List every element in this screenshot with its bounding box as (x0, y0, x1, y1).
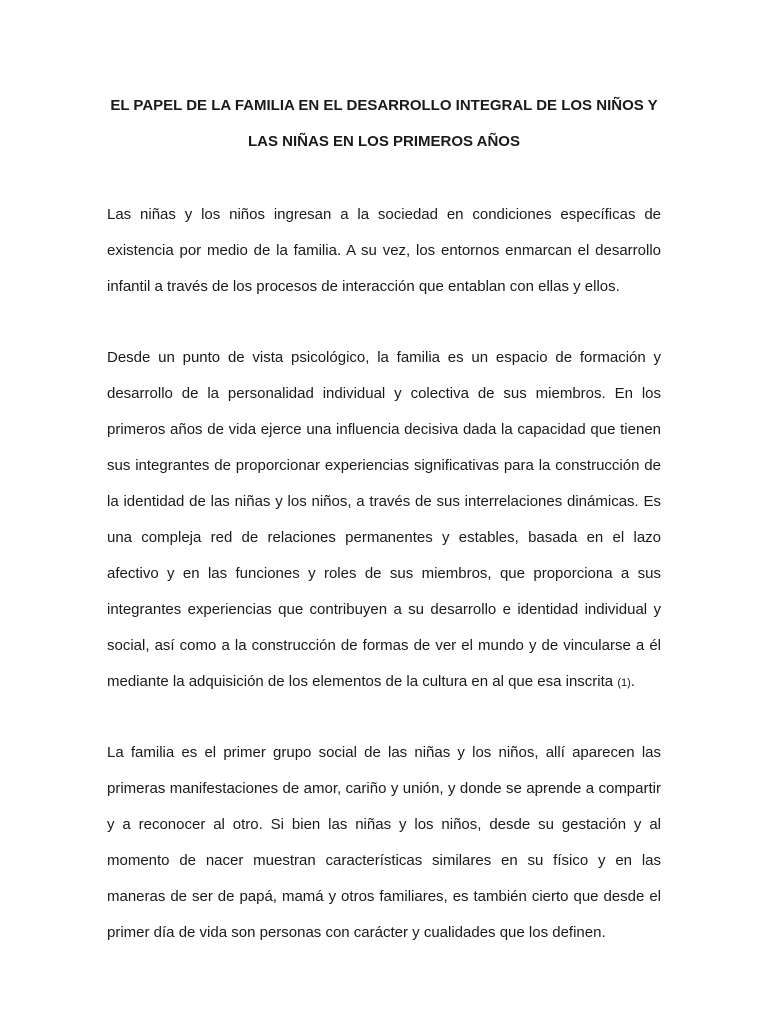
paragraph-line: Desde un punto de vista psicológico, la familia es un espacio de formación y (107, 349, 661, 366)
paragraph-2 (107, 340, 661, 700)
paragraph-line: primer día de vida son personas con carácter y cualidades que los definen. (107, 924, 606, 941)
paragraph-line: integrantes experiencias que contribuyen a su desarrollo e identidad individual y (107, 601, 661, 618)
paragraph-line-text: mediante la adquisición de los elementos de la cultura en al que esa inscrita (107, 673, 618, 690)
paragraph-line: infantil a través de los procesos de interacción que entablan con ellas y ellos. (107, 278, 620, 295)
paragraph-line: la identidad de las niñas y los niños, a través de sus interrelaciones dinámicas. Es (107, 493, 661, 510)
paragraph-line: una compleja red de relaciones permanentes y estables, basada en el lazo (107, 529, 661, 546)
paragraph-3 (107, 735, 661, 951)
paragraph-line: primeras manifestaciones de amor, cariño y unión, y donde se aprende a compartir (107, 780, 661, 797)
paragraph-line: momento de nacer muestran características similares en su físico y en las (107, 852, 661, 869)
paragraph-line: sus integrantes de proporcionar experiencias significativas para la construcción de (107, 457, 661, 474)
paragraph-1 (107, 197, 661, 305)
paragraph-line: desarrollo de la personalidad individual y colectiva de sus miembros. En los (107, 385, 661, 402)
document-title (107, 88, 661, 160)
paragraph-line: La familia es el primer grupo social de las niñas y los niños, allí aparecen las (107, 744, 661, 761)
paragraph-line: maneras de ser de papá, mamá y otros familiares, es también cierto que desde el (107, 888, 661, 905)
paragraph-line: Las niñas y los niños ingresan a la sociedad en condiciones específicas de (107, 206, 661, 223)
paragraph-line: afectivo y en las funciones y roles de sus miembros, que proporciona a sus (107, 565, 661, 582)
document-page (107, 88, 661, 951)
paragraph-line: existencia por medio de la familia. A su vez, los entornos enmarcan el desarrollo (107, 242, 661, 259)
reference-suffix: . (630, 673, 635, 690)
title-line-2: LAS NIÑAS EN LOS PRIMEROS AÑOS (248, 133, 520, 150)
paragraph-line: primeros años de vida ejerce una influencia decisiva dada la capacidad que tienen (107, 421, 661, 438)
paragraph-line: y a reconocer al otro. Si bien las niñas y los niños, desde su gestación y al (107, 816, 661, 833)
footnote-reference: (1) (617, 677, 631, 689)
paragraph-line: social, así como a la construcción de formas de ver el mundo y de vincularse a él (107, 637, 661, 654)
paragraph-last-line (107, 664, 661, 700)
title-line-1: EL PAPEL DE LA FAMILIA EN EL DESARROLLO INTEGRAL DE LOS NIÑOS Y (110, 97, 658, 114)
